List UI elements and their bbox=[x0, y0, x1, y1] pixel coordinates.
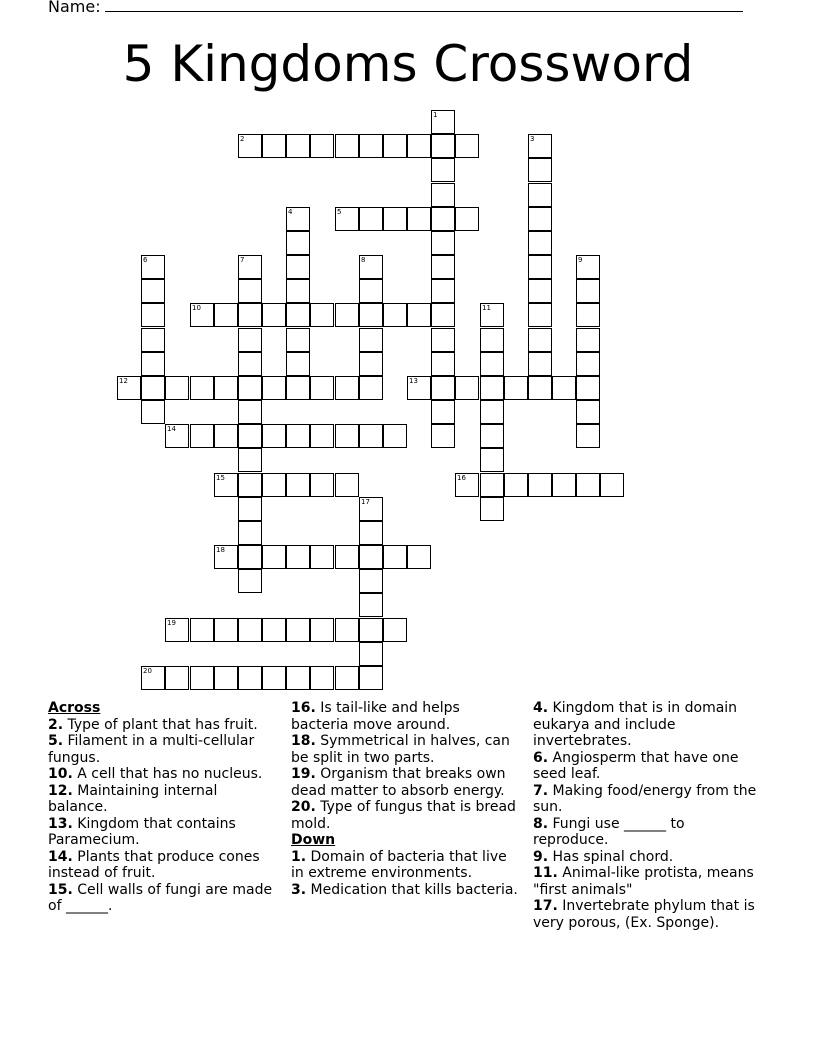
grid-cell[interactable] bbox=[310, 618, 334, 642]
grid-cell[interactable] bbox=[576, 424, 600, 448]
clue-item-number: 11. bbox=[533, 865, 558, 881]
grid-cell[interactable] bbox=[190, 376, 214, 400]
clue-number: 19 bbox=[167, 619, 176, 627]
grid-cell[interactable] bbox=[238, 569, 262, 593]
grid-cell[interactable] bbox=[214, 545, 238, 569]
clue-item-text: Is tail-like and helps bacteria move around. bbox=[291, 700, 460, 733]
grid-cell[interactable] bbox=[359, 279, 383, 303]
grid-cell[interactable] bbox=[286, 545, 310, 569]
grid-cell[interactable] bbox=[335, 545, 359, 569]
grid-cell[interactable] bbox=[480, 376, 504, 400]
grid-cell[interactable] bbox=[238, 134, 262, 158]
grid-cell[interactable] bbox=[359, 424, 383, 448]
clue-number: 5 bbox=[337, 208, 342, 216]
grid-cell[interactable] bbox=[238, 352, 262, 376]
grid-cell[interactable] bbox=[286, 618, 310, 642]
clue-item bbox=[291, 700, 519, 733]
grid-cell[interactable] bbox=[214, 618, 238, 642]
grid-cell[interactable] bbox=[480, 328, 504, 352]
grid-cell[interactable] bbox=[262, 666, 286, 690]
grid-cell[interactable] bbox=[528, 376, 552, 400]
grid-cell[interactable] bbox=[335, 134, 359, 158]
grid-cell[interactable] bbox=[165, 424, 189, 448]
grid-cell[interactable] bbox=[359, 666, 383, 690]
grid-cell[interactable] bbox=[359, 521, 383, 545]
grid-cell[interactable] bbox=[238, 303, 262, 327]
grid-cell[interactable] bbox=[576, 352, 600, 376]
clue-number: 11 bbox=[482, 304, 491, 312]
grid-cell[interactable] bbox=[238, 497, 262, 521]
grid-cell[interactable] bbox=[480, 303, 504, 327]
grid-cell[interactable] bbox=[431, 424, 455, 448]
clue-item-text: Symmetrical in halves, can be split in two parts. bbox=[291, 733, 510, 766]
grid-cell[interactable] bbox=[190, 666, 214, 690]
grid-cell[interactable] bbox=[504, 376, 528, 400]
grid-cell[interactable] bbox=[407, 376, 431, 400]
clue-item bbox=[533, 865, 761, 898]
clue-number: 7 bbox=[240, 256, 245, 264]
grid-cell[interactable] bbox=[238, 545, 262, 569]
clue-number: 10 bbox=[192, 304, 201, 312]
clue-item-number: 6. bbox=[533, 749, 549, 766]
grid-cell[interactable] bbox=[431, 255, 455, 279]
clue-item-text: Kingdom that contains Paramecium. bbox=[48, 815, 236, 848]
clue-item-text: Filament in a multi-cellular fungus. bbox=[48, 733, 255, 766]
grid-cell[interactable] bbox=[504, 473, 528, 497]
grid-cell[interactable] bbox=[262, 545, 286, 569]
grid-cell[interactable] bbox=[576, 255, 600, 279]
grid-cell[interactable] bbox=[552, 376, 576, 400]
clue-item bbox=[533, 849, 761, 866]
grid-cell[interactable] bbox=[359, 207, 383, 231]
grid-cell[interactable] bbox=[528, 134, 552, 158]
grid-cell[interactable] bbox=[117, 376, 141, 400]
grid-cell[interactable] bbox=[455, 376, 479, 400]
grid-cell[interactable] bbox=[528, 352, 552, 376]
grid-cell[interactable] bbox=[431, 352, 455, 376]
grid-cell[interactable] bbox=[214, 473, 238, 497]
grid-cell[interactable] bbox=[383, 545, 407, 569]
down-heading: Down bbox=[291, 832, 336, 848]
clue-item-text: Domain of bacteria that live in extreme environments. bbox=[291, 848, 507, 881]
clue-item-text: Animal-like protista, means "first animals" bbox=[533, 865, 754, 898]
grid-cell[interactable] bbox=[528, 279, 552, 303]
grid-cell[interactable] bbox=[262, 376, 286, 400]
clue-item-number: 8. bbox=[533, 815, 549, 832]
grid-cell[interactable] bbox=[141, 303, 165, 327]
clue-item-number: 10. bbox=[48, 766, 73, 782]
clue-number: 14 bbox=[167, 425, 176, 433]
clue-item-text: Angiosperm that have one seed leaf. bbox=[533, 749, 739, 782]
clue-number: 17 bbox=[361, 498, 370, 506]
grid-cell[interactable] bbox=[431, 400, 455, 424]
grid-cell[interactable] bbox=[286, 207, 310, 231]
grid-cell[interactable] bbox=[431, 303, 455, 327]
clue-item bbox=[533, 898, 761, 931]
clue-number: 4 bbox=[288, 208, 293, 216]
grid-cell[interactable] bbox=[600, 473, 624, 497]
grid-cell[interactable] bbox=[383, 303, 407, 327]
clue-number: 8 bbox=[361, 256, 366, 264]
clue-item bbox=[48, 733, 276, 766]
page-title: 5 Kingdoms Crossword bbox=[122, 35, 694, 93]
grid-cell[interactable] bbox=[528, 158, 552, 182]
clue-number: 2 bbox=[240, 135, 245, 143]
clue-item-number: 19. bbox=[291, 766, 316, 782]
clue-item-text: Medication that kills bacteria. bbox=[306, 881, 518, 898]
grid-cell[interactable] bbox=[214, 424, 238, 448]
grid-cell[interactable] bbox=[286, 376, 310, 400]
clue-item bbox=[48, 849, 276, 882]
clue-number: 15 bbox=[216, 474, 225, 482]
clue-item-number: 2. bbox=[48, 716, 64, 733]
clue-item-number: 13. bbox=[48, 815, 73, 832]
grid-cell[interactable] bbox=[576, 400, 600, 424]
grid-cell[interactable] bbox=[262, 303, 286, 327]
clue-item-number: 5. bbox=[48, 733, 64, 749]
grid-cell[interactable] bbox=[286, 424, 310, 448]
clue-number: 16 bbox=[457, 474, 466, 482]
clue-item-text: Making food/energy from the sun. bbox=[533, 782, 757, 815]
grid-cell[interactable] bbox=[141, 279, 165, 303]
clue-number: 13 bbox=[409, 377, 418, 385]
grid-cell[interactable] bbox=[407, 134, 431, 158]
clue-item bbox=[48, 783, 276, 816]
clue-item bbox=[533, 750, 761, 783]
grid-cell[interactable] bbox=[141, 352, 165, 376]
grid-cell[interactable] bbox=[262, 473, 286, 497]
grid-cell[interactable] bbox=[359, 593, 383, 617]
grid-cell[interactable] bbox=[431, 158, 455, 182]
clue-item-number: 14. bbox=[48, 848, 73, 865]
grid-cell[interactable] bbox=[238, 376, 262, 400]
clue-item-number: 12. bbox=[48, 782, 73, 799]
grid-cell[interactable] bbox=[141, 328, 165, 352]
grid-cell[interactable] bbox=[359, 134, 383, 158]
grid-cell[interactable] bbox=[359, 376, 383, 400]
grid-cell[interactable] bbox=[528, 303, 552, 327]
grid-cell[interactable] bbox=[359, 352, 383, 376]
grid-cell[interactable] bbox=[383, 618, 407, 642]
grid-cell[interactable] bbox=[431, 328, 455, 352]
grid-cell[interactable] bbox=[576, 303, 600, 327]
grid-cell[interactable] bbox=[480, 424, 504, 448]
grid-cell[interactable] bbox=[310, 376, 334, 400]
grid-cell[interactable] bbox=[431, 231, 455, 255]
grid-cell[interactable] bbox=[359, 642, 383, 666]
clue-item-number: 4. bbox=[533, 700, 549, 716]
grid-cell[interactable] bbox=[455, 207, 479, 231]
grid-cell[interactable] bbox=[286, 666, 310, 690]
grid-cell[interactable] bbox=[431, 376, 455, 400]
grid-cell[interactable] bbox=[238, 400, 262, 424]
grid-cell[interactable] bbox=[335, 207, 359, 231]
grid-cell[interactable] bbox=[165, 376, 189, 400]
grid-cell[interactable] bbox=[190, 618, 214, 642]
grid-cell[interactable] bbox=[480, 400, 504, 424]
grid-cell[interactable] bbox=[238, 473, 262, 497]
clue-number: 12 bbox=[119, 377, 128, 385]
grid-cell[interactable] bbox=[165, 666, 189, 690]
grid-cell[interactable] bbox=[286, 231, 310, 255]
grid-cell[interactable] bbox=[383, 134, 407, 158]
grid-cell[interactable] bbox=[335, 473, 359, 497]
clue-number: 6 bbox=[143, 256, 148, 264]
grid-cell[interactable] bbox=[431, 279, 455, 303]
grid-cell[interactable] bbox=[238, 521, 262, 545]
grid-cell[interactable] bbox=[359, 545, 383, 569]
clue-item bbox=[48, 816, 276, 849]
grid-cell[interactable] bbox=[238, 255, 262, 279]
clue-column-3 bbox=[533, 700, 761, 931]
grid-cell[interactable] bbox=[480, 352, 504, 376]
clue-item-text: Cell walls of fungi are made of ______. bbox=[48, 881, 273, 914]
clue-item bbox=[533, 816, 761, 849]
grid-cell[interactable] bbox=[480, 448, 504, 472]
grid-cell[interactable] bbox=[431, 207, 455, 231]
clue-item-text: Maintaining internal balance. bbox=[48, 782, 218, 815]
grid-cell[interactable] bbox=[431, 183, 455, 207]
grid-cell[interactable] bbox=[576, 328, 600, 352]
grid-cell[interactable] bbox=[407, 207, 431, 231]
grid-cell[interactable] bbox=[238, 448, 262, 472]
grid-cell[interactable] bbox=[286, 255, 310, 279]
clue-item-number: 3. bbox=[291, 881, 307, 898]
grid-cell[interactable] bbox=[238, 279, 262, 303]
grid-cell[interactable] bbox=[286, 134, 310, 158]
grid-cell[interactable] bbox=[335, 666, 359, 690]
grid-cell[interactable] bbox=[335, 303, 359, 327]
clue-number: 3 bbox=[530, 135, 535, 143]
clue-column-1 bbox=[48, 700, 276, 915]
grid-cell[interactable] bbox=[262, 134, 286, 158]
grid-cell[interactable] bbox=[310, 424, 334, 448]
clue-item bbox=[291, 799, 519, 832]
grid-cell[interactable] bbox=[528, 207, 552, 231]
clue-number: 20 bbox=[143, 667, 152, 675]
clue-item bbox=[291, 849, 519, 882]
grid-cell[interactable] bbox=[455, 473, 479, 497]
grid-cell[interactable] bbox=[528, 328, 552, 352]
grid-cell[interactable] bbox=[528, 231, 552, 255]
grid-cell[interactable] bbox=[335, 618, 359, 642]
grid-cell[interactable] bbox=[141, 666, 165, 690]
grid-cell[interactable] bbox=[383, 424, 407, 448]
clue-number: 9 bbox=[578, 256, 583, 264]
grid-cell[interactable] bbox=[455, 134, 479, 158]
clue-item-number: 1. bbox=[291, 848, 307, 865]
grid-cell[interactable] bbox=[238, 328, 262, 352]
grid-cell[interactable] bbox=[141, 376, 165, 400]
clue-item bbox=[291, 766, 519, 799]
grid-cell[interactable] bbox=[335, 376, 359, 400]
clue-item-text: Invertebrate phylum that is very porous, (Ex. Sponge). bbox=[533, 898, 755, 931]
clue-item-number: 20. bbox=[291, 799, 316, 815]
grid-cell[interactable] bbox=[359, 618, 383, 642]
grid-cell[interactable] bbox=[359, 303, 383, 327]
grid-cell[interactable] bbox=[528, 473, 552, 497]
clue-item-text: Fungi use ______ to reproduce. bbox=[533, 815, 685, 848]
grid-cell[interactable] bbox=[214, 303, 238, 327]
clue-item bbox=[533, 783, 761, 816]
clue-item bbox=[291, 733, 519, 766]
grid-cell[interactable] bbox=[310, 134, 334, 158]
grid-cell[interactable] bbox=[286, 279, 310, 303]
clue-item-number: 17. bbox=[533, 898, 558, 914]
grid-cell[interactable] bbox=[262, 618, 286, 642]
grid-cell[interactable] bbox=[286, 328, 310, 352]
clue-item-text: Plants that produce cones instead of fruit. bbox=[48, 848, 260, 881]
clue-column-2 bbox=[291, 700, 519, 898]
grid-cell[interactable] bbox=[165, 618, 189, 642]
clue-item-text: Type of plant that has fruit. bbox=[63, 716, 258, 733]
grid-cell[interactable] bbox=[480, 473, 504, 497]
grid-cell[interactable] bbox=[238, 618, 262, 642]
grid-cell[interactable] bbox=[262, 424, 286, 448]
grid-cell[interactable] bbox=[431, 134, 455, 158]
grid-cell[interactable] bbox=[576, 376, 600, 400]
grid-cell[interactable] bbox=[141, 255, 165, 279]
clue-item bbox=[48, 766, 276, 783]
clue-item-text: Type of fungus that is bread mold. bbox=[291, 799, 516, 832]
clue-item-number: 16. bbox=[291, 700, 316, 716]
grid-cell[interactable] bbox=[286, 473, 310, 497]
clue-item-text: A cell that has no nucleus. bbox=[72, 766, 263, 782]
grid-cell[interactable] bbox=[576, 279, 600, 303]
grid-cell[interactable] bbox=[383, 207, 407, 231]
grid-cell[interactable] bbox=[310, 545, 334, 569]
clue-number: 18 bbox=[216, 546, 225, 554]
grid-cell[interactable] bbox=[310, 473, 334, 497]
grid-cell[interactable] bbox=[407, 303, 431, 327]
clue-item-number: 7. bbox=[533, 782, 549, 799]
grid-cell[interactable] bbox=[190, 303, 214, 327]
grid-cell[interactable] bbox=[238, 424, 262, 448]
grid-cell[interactable] bbox=[310, 666, 334, 690]
grid-cell[interactable] bbox=[214, 666, 238, 690]
grid-cell[interactable] bbox=[359, 328, 383, 352]
clue-item-number: 18. bbox=[291, 733, 316, 749]
grid-cell[interactable] bbox=[480, 497, 504, 521]
clue-item bbox=[48, 717, 276, 734]
clue-item-text: Organism that breaks own dead matter to absorb energy. bbox=[291, 766, 506, 799]
grid-cell[interactable] bbox=[528, 255, 552, 279]
grid-cell[interactable] bbox=[359, 255, 383, 279]
clue-item-text: Kingdom that is in domain eukarya and include invertebrates. bbox=[533, 700, 738, 749]
clue-item bbox=[291, 882, 519, 899]
grid-cell[interactable] bbox=[141, 400, 165, 424]
grid-cell[interactable] bbox=[359, 497, 383, 521]
across-heading: Across bbox=[48, 700, 101, 716]
grid-cell[interactable] bbox=[552, 473, 576, 497]
clue-item-number: 9. bbox=[533, 848, 549, 865]
grid-cell[interactable] bbox=[528, 183, 552, 207]
clue-item-number: 15. bbox=[48, 881, 73, 898]
grid-cell[interactable] bbox=[286, 352, 310, 376]
grid-cell[interactable] bbox=[431, 110, 455, 134]
grid-cell[interactable] bbox=[238, 666, 262, 690]
grid-cell[interactable] bbox=[286, 303, 310, 327]
grid-cell[interactable] bbox=[310, 303, 334, 327]
clue-item bbox=[48, 882, 276, 915]
grid-cell[interactable] bbox=[190, 424, 214, 448]
grid-cell[interactable] bbox=[359, 569, 383, 593]
clue-item-text: Has spinal chord. bbox=[548, 848, 674, 865]
grid-cell[interactable] bbox=[335, 424, 359, 448]
grid-cell[interactable] bbox=[214, 376, 238, 400]
clue-item bbox=[533, 700, 761, 750]
clue-number: 1 bbox=[433, 111, 438, 119]
grid-cell[interactable] bbox=[576, 473, 600, 497]
name-label: Name: bbox=[48, 0, 101, 16]
grid-cell[interactable] bbox=[407, 545, 431, 569]
